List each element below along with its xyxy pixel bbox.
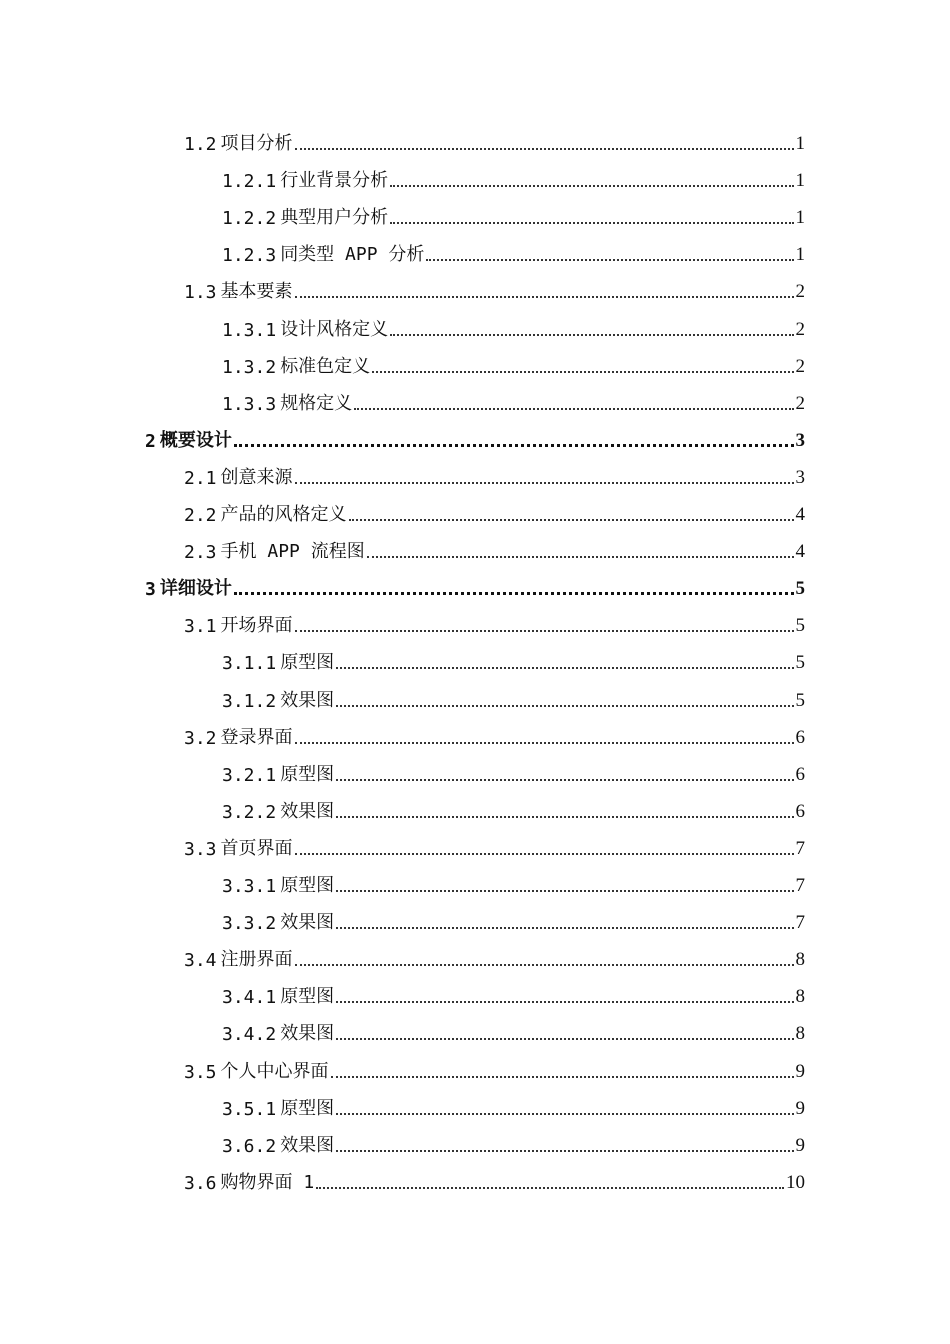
- dot-leader: [336, 779, 793, 781]
- dot-leader: [390, 185, 793, 187]
- toc-entry-title: 效果图: [280, 1134, 335, 1156]
- dot-leader: [336, 890, 793, 892]
- toc-entry[interactable]: [222, 341, 805, 378]
- dot-leader: [316, 1187, 784, 1189]
- toc-entry[interactable]: [222, 155, 805, 192]
- toc-entry-page-number: 1: [795, 133, 805, 154]
- toc-entry-title: 首页界面: [220, 837, 293, 859]
- toc-entry-title: 原型图: [280, 986, 335, 1008]
- toc-entry-page-number: 8: [795, 986, 805, 1008]
- toc-entry-page-number: 2: [795, 392, 805, 414]
- toc-entry-title: 项目分析: [220, 133, 293, 154]
- toc-entry-title: 购物界面 1: [220, 1171, 315, 1193]
- toc-entry[interactable]: [184, 934, 805, 971]
- dot-leader: [295, 148, 794, 150]
- toc-entry-number: 3.3: [184, 838, 217, 860]
- toc-entry[interactable]: [222, 1083, 805, 1120]
- toc-entry-page-number: 1: [795, 207, 805, 229]
- toc-entry-title: 详细设计: [159, 578, 232, 600]
- toc-entry-page-number: 8: [795, 1023, 805, 1045]
- toc-entry-page-number: 7: [795, 875, 805, 896]
- toc-entry[interactable]: [222, 786, 805, 823]
- dot-leader: [336, 816, 793, 818]
- toc-entry-page-number: 3: [795, 466, 805, 488]
- dot-leader: [336, 667, 793, 669]
- toc-entry[interactable]: [222, 675, 805, 712]
- dot-leader: [331, 1076, 794, 1078]
- dot-leader: [426, 259, 793, 261]
- toc-entry-title: 原型图: [280, 875, 335, 896]
- toc-entry-number: 1.3.2: [222, 356, 277, 378]
- toc-entry-number: 1.2: [184, 134, 217, 155]
- dot-leader: [372, 371, 793, 373]
- dot-leader: [336, 927, 793, 929]
- toc-entry[interactable]: [184, 489, 805, 526]
- toc-entry[interactable]: [222, 637, 805, 674]
- toc-entry-number: 3.4: [184, 950, 217, 972]
- toc-entry-page-number: 4: [795, 504, 805, 525]
- toc-entry-page-number: 1: [795, 170, 805, 192]
- dot-leader: [295, 482, 794, 484]
- toc-entry-title: 标准色定义: [280, 355, 371, 377]
- toc-entry-number: 1.3.3: [222, 393, 277, 415]
- toc-entry-title: 规格定义: [280, 392, 353, 414]
- toc-entry-title: 注册界面: [220, 949, 293, 971]
- toc-entry-number: 3.2: [184, 727, 217, 749]
- toc-entry-page-number: 9: [795, 1097, 805, 1119]
- toc-entry[interactable]: [222, 192, 805, 229]
- toc-entry-page-number: 5: [795, 689, 805, 711]
- dot-leader: [295, 296, 794, 298]
- toc-entry-number: 3.6: [184, 1172, 217, 1194]
- toc-entry-number: 3.2.1: [222, 764, 277, 786]
- toc-entry-title: 效果图: [280, 1023, 335, 1045]
- toc-entry-page-number: 7: [795, 837, 805, 859]
- toc-entry[interactable]: [184, 1046, 805, 1083]
- dot-leader: [295, 742, 794, 744]
- toc-entry-page-number: 2: [795, 281, 805, 303]
- dot-leader: [336, 1001, 793, 1003]
- toc-entry-title: 手机 APP 流程图: [220, 541, 365, 563]
- dot-leader: [234, 592, 794, 595]
- toc-entry-number: 2.2: [184, 505, 217, 526]
- toc-entry-number: 3.5: [184, 1061, 217, 1083]
- toc-entry-title: 效果图: [280, 912, 335, 934]
- toc-entry-number: 3.2.2: [222, 801, 277, 823]
- toc-entry-number: 1.3: [184, 282, 217, 304]
- dot-leader: [390, 222, 793, 224]
- dot-leader: [336, 705, 793, 707]
- toc-entry[interactable]: [222, 897, 805, 934]
- toc-entry-page-number: 3: [795, 429, 805, 451]
- toc-entry-page-number: 2: [795, 318, 805, 340]
- toc-entry-page-number: 1: [795, 244, 805, 266]
- toc-entry-number: 1.3.1: [222, 319, 277, 341]
- toc-entry-number: 2.3: [184, 542, 217, 564]
- toc-entry-number: 3.1.1: [222, 653, 277, 675]
- toc-entry[interactable]: [222, 971, 805, 1008]
- toc-entry-title: 原型图: [280, 652, 335, 674]
- toc-entry-page-number: 6: [795, 800, 805, 822]
- toc-entry[interactable]: [184, 1157, 805, 1194]
- dot-leader: [367, 556, 794, 558]
- toc-entry-title: 产品的风格定义: [220, 504, 347, 525]
- dot-leader: [234, 444, 794, 447]
- toc-entry-page-number: 7: [795, 912, 805, 934]
- toc-entry[interactable]: [222, 1008, 805, 1045]
- toc-entry-title: 效果图: [280, 800, 335, 822]
- toc-entry-number: 1.2.2: [222, 208, 277, 230]
- dot-leader: [295, 630, 794, 632]
- toc-entry[interactable]: [222, 378, 805, 415]
- toc-entry-number: 3.5.1: [222, 1098, 277, 1120]
- toc-entry-page-number: 5: [795, 615, 805, 637]
- toc-entry-number: 3.1: [184, 616, 217, 638]
- toc-entry-number: 3: [145, 579, 156, 601]
- toc-entry-page-number: 9: [795, 1134, 805, 1156]
- toc-entry-page-number: 8: [795, 949, 805, 971]
- toc-entry-title: 基本要素: [220, 281, 293, 303]
- toc-entry-title: 原型图: [280, 1097, 335, 1119]
- toc-entry[interactable]: [222, 749, 805, 786]
- toc-entry[interactable]: [184, 452, 805, 489]
- toc-entry-page-number: 5: [795, 652, 805, 674]
- toc-entry-page-number: 6: [795, 726, 805, 748]
- dot-leader: [295, 964, 794, 966]
- toc-entry-page-number: 2: [795, 355, 805, 377]
- toc-entry-title: 个人中心界面: [220, 1060, 329, 1082]
- dot-leader: [336, 1038, 793, 1040]
- toc-entry-page-number: 10: [786, 1171, 805, 1193]
- toc-entry-title: 概要设计: [159, 429, 232, 451]
- dot-leader: [349, 519, 794, 521]
- toc-entry-number: 1.2.1: [222, 171, 277, 193]
- dot-leader: [295, 853, 794, 855]
- toc-entry[interactable]: [184, 600, 805, 637]
- dot-leader: [390, 334, 793, 336]
- toc-entry-number: 3.4.1: [222, 987, 277, 1009]
- toc-entry-number: 3.4.2: [222, 1024, 277, 1046]
- toc-entry-page-number: 4: [795, 541, 805, 563]
- toc-entry[interactable]: [184, 118, 805, 155]
- dot-leader: [336, 1150, 793, 1152]
- toc-entry-page-number: 9: [795, 1060, 805, 1082]
- toc-entry[interactable]: [145, 563, 805, 600]
- toc-entry-number: 3.3.1: [222, 876, 277, 897]
- toc-entry-title: 典型用户分析: [280, 207, 389, 229]
- toc-entry[interactable]: [222, 1120, 805, 1157]
- toc-entry[interactable]: [222, 304, 805, 341]
- toc-entry[interactable]: [222, 229, 805, 266]
- toc-entry-number: 2: [145, 430, 156, 452]
- toc-entry-number: 1.2.3: [222, 245, 277, 267]
- toc-entry-number: 3.3.2: [222, 913, 277, 935]
- toc-entry[interactable]: [222, 860, 805, 897]
- toc-entry[interactable]: [184, 266, 805, 303]
- toc-entry-title: 创意来源: [220, 466, 293, 488]
- toc-entry[interactable]: [184, 526, 805, 563]
- toc-entry-number: 3.6.2: [222, 1135, 277, 1157]
- toc-entry-title: 行业背景分析: [280, 170, 389, 192]
- toc-entry[interactable]: [184, 712, 805, 749]
- toc-entry-title: 开场界面: [220, 615, 293, 637]
- toc-entry-number: 3.1.2: [222, 690, 277, 712]
- toc-entry-number: 2.1: [184, 467, 217, 489]
- toc-entry-title: 登录界面: [220, 726, 293, 748]
- toc-entry-title: 同类型 APP 分析: [280, 244, 425, 266]
- toc-entry[interactable]: [145, 415, 805, 452]
- dot-leader: [336, 1113, 793, 1115]
- toc-entry-page-number: 5: [795, 578, 805, 600]
- toc-entry-page-number: 6: [795, 763, 805, 785]
- toc-entry-title: 原型图: [280, 763, 335, 785]
- toc-entry[interactable]: [184, 823, 805, 860]
- toc-entry-title: 设计风格定义: [280, 318, 389, 340]
- dot-leader: [354, 408, 793, 410]
- toc-entry-title: 效果图: [280, 689, 335, 711]
